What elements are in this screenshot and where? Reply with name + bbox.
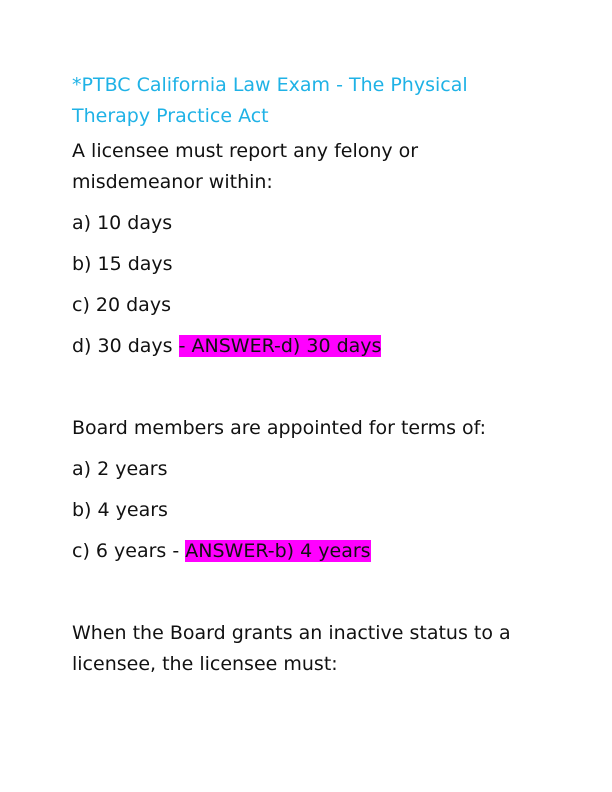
q2-option-b: b) 4 years bbox=[72, 499, 168, 521]
q2-option-c-line bbox=[72, 536, 542, 567]
question-3: When the Board grants an inactive status to a licensee, the licensee must: bbox=[72, 622, 511, 675]
question-1: A licensee must report any felony or misdemeanor within: bbox=[72, 140, 419, 193]
q1-option-c: c) 20 days bbox=[72, 294, 171, 316]
question-2: Board members are appointed for terms of: bbox=[72, 417, 487, 439]
q2-answer-highlight: ANSWER-b) 4 years bbox=[185, 540, 371, 562]
q1-answer-highlight: - ANSWER-d) 30 days bbox=[178, 335, 382, 357]
q1-option-b: b) 15 days bbox=[72, 253, 173, 275]
q1-option-d-line bbox=[72, 331, 542, 362]
q1-option-a: a) 10 days bbox=[72, 212, 173, 234]
q2-answer-separator: - bbox=[166, 540, 186, 562]
document-title: *PTBC California Law Exam - The Physical Therapy Practice Act bbox=[72, 74, 468, 127]
question-gap bbox=[72, 577, 542, 618]
question-gap bbox=[72, 372, 542, 413]
q2-option-c: c) 6 years bbox=[72, 540, 167, 562]
q2-option-a: a) 2 years bbox=[72, 458, 168, 480]
document-page bbox=[72, 70, 542, 690]
q1-answer-separator bbox=[173, 335, 179, 357]
q1-option-d: d) 30 days bbox=[72, 335, 173, 357]
